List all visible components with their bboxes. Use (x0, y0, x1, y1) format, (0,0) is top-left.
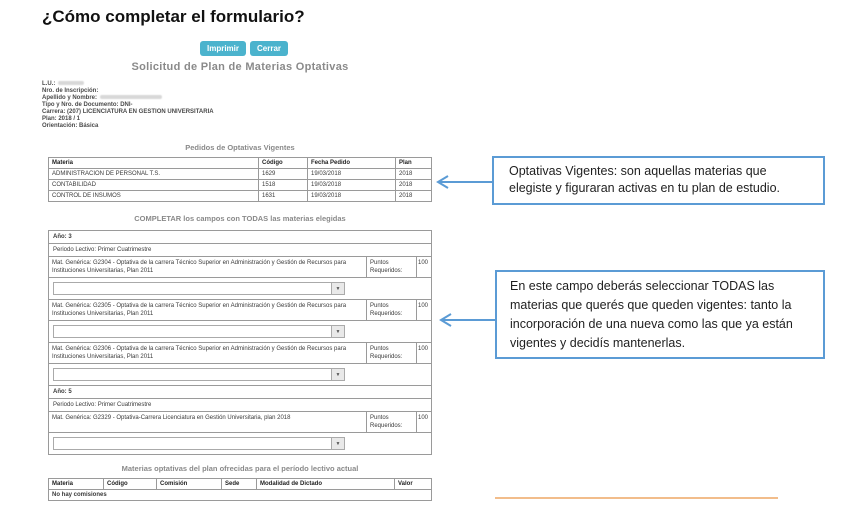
toolbar (48, 41, 440, 56)
pedidos-header-plan: Plan (396, 158, 432, 169)
pedidos-cell: 19/03/2018 (308, 180, 396, 191)
pedidos-cell: CONTROL DE INSUMOS (49, 191, 259, 202)
ofrecidas-empty-message: No hay comisiones (49, 490, 432, 501)
pedidos-row (49, 169, 432, 180)
materia-select[interactable] (53, 368, 345, 381)
callout-optativas-vigentes: Optativas Vigentes: son aquellas materias que elegiste y figuraran activas en tu plan de estudio. (492, 156, 825, 205)
ofrecidas-header-row (49, 479, 432, 490)
pedidos-header-codigo: Código (259, 158, 308, 169)
student-info-label: Plan: 2018 / 1 (42, 116, 81, 122)
ofrecidas-empty-row (49, 490, 432, 501)
pedidos-cell: 2018 (396, 191, 432, 202)
completar-heading: COMPLETAR los campos con TODAS las materias elegidas (134, 214, 346, 223)
pedidos-cell: 1629 (259, 169, 308, 180)
form-title: Solicitud de Plan de Materias Optativas (131, 61, 349, 73)
pedidos-cell: 2018 (396, 180, 432, 191)
pedidos-cell: CONTABILIDAD (49, 180, 259, 191)
pedidos-cell: 1631 (259, 191, 308, 202)
puntos-requeridos-label: Puntos Requeridos: (367, 257, 417, 278)
materia-select-cell (49, 278, 432, 300)
orange-callout-edge (495, 497, 778, 499)
materia-select-value (54, 438, 331, 449)
anio-row (49, 386, 432, 399)
materia-select-value (54, 369, 331, 380)
materia-generica-label: Mat. Genérica: G2306 - Optativa de la carrera Técnico Superior en Administración y Gestión de Recursos para Instituciones Universitarias, Plan 2011 (49, 343, 367, 364)
materia-row (49, 343, 432, 364)
completar-table-body (49, 231, 432, 455)
ofrecidas-header-codigo: Código (104, 479, 157, 490)
student-info-line (42, 102, 214, 109)
materia-row (49, 412, 432, 433)
puntos-requeridos-value: 100 (417, 343, 432, 364)
periodo-row (49, 244, 432, 257)
materia-select-cell (49, 321, 432, 343)
student-info-label: Apellido y Nombre: (42, 95, 98, 101)
imprimir-button[interactable]: Imprimir (200, 41, 246, 56)
pedidos-cell: 19/03/2018 (308, 169, 396, 180)
pedidos-table (48, 157, 432, 202)
redacted-value (100, 95, 162, 99)
periodo-label: Periodo Lectivo: Primer Cuatrimestre (49, 399, 432, 412)
chevron-down-icon[interactable]: ▼ (331, 283, 344, 294)
redacted-value (58, 81, 84, 85)
materia-generica-label: Mat. Genérica: G2305 - Optativa de la carrera Técnico Superior en Administración y Gestión de Recursos para Instituciones Universitarias, Plan 2011 (49, 300, 367, 321)
student-info-line (42, 116, 214, 123)
student-info-label: Nro. de Inscripción: (42, 88, 99, 94)
pedidos-heading: Pedidos de Optativas Vigentes (185, 143, 295, 152)
callout-seleccionar-todas: En este campo deberás seleccionar TODAS las materias que querés que queden vigentes: tanto la incorporación de una nueva como las que ya están vigentes y decidís mantenerlas. (495, 270, 825, 359)
chevron-down-icon[interactable]: ▼ (331, 326, 344, 337)
student-info (42, 81, 214, 130)
puntos-requeridos-value: 100 (417, 300, 432, 321)
materia-generica-label: Mat. Genérica: G2304 - Optativa de la carrera Técnico Superior en Administración y Gestión de Recursos para Instituciones Universitarias, Plan 2011 (49, 257, 367, 278)
puntos-requeridos-value: 100 (417, 412, 432, 433)
student-info-line (42, 81, 214, 88)
materia-generica-label: Mat. Genérica: G2329 - Optativa-Carrera Licenciatura en Gestión Universitaria, plan 2018 (49, 412, 367, 433)
student-info-label: Orientación: Básica (42, 123, 99, 129)
materia-select[interactable] (53, 325, 345, 338)
materia-select-row (49, 433, 432, 455)
puntos-requeridos-value: 100 (417, 257, 432, 278)
materia-select-row (49, 321, 432, 343)
pedidos-row (49, 180, 432, 191)
student-info-label: Tipo y Nro. de Documento: DNI- (42, 102, 133, 108)
cerrar-button[interactable]: Cerrar (250, 41, 288, 56)
puntos-requeridos-label: Puntos Requeridos: (367, 300, 417, 321)
pedidos-cell: 19/03/2018 (308, 191, 396, 202)
materia-select-row (49, 278, 432, 300)
student-info-line (42, 123, 214, 130)
ofrecidas-header-comision: Comisión (157, 479, 222, 490)
ofrecidas-header-valor: Valor (395, 479, 432, 490)
materia-select-cell (49, 364, 432, 386)
materia-select-row (49, 364, 432, 386)
materia-row (49, 300, 432, 321)
pedidos-header-fecha: Fecha Pedido (308, 158, 396, 169)
puntos-requeridos-label: Puntos Requeridos: (367, 343, 417, 364)
anio-row (49, 231, 432, 244)
student-info-line (42, 109, 214, 116)
ofrecidas-table (48, 478, 432, 501)
pedidos-cell: 1518 (259, 180, 308, 191)
student-info-label: L.U.: (42, 81, 56, 87)
completar-table (48, 230, 432, 455)
materia-select-value (54, 283, 331, 294)
chevron-down-icon[interactable]: ▼ (331, 438, 344, 449)
callout-arrow-icon (437, 312, 497, 328)
ofrecidas-header-materia: Materia (49, 479, 104, 490)
periodo-label: Periodo Lectivo: Primer Cuatrimestre (49, 244, 432, 257)
materia-select[interactable] (53, 282, 345, 295)
ofrecidas-header-modalidad: Modalidad de Dictado (257, 479, 395, 490)
student-info-label: Carrera: (207) LICENCIATURA EN GESTION UNIVERSITARIA (42, 109, 214, 115)
puntos-requeridos-label: Puntos Requeridos: (367, 412, 417, 433)
pedidos-cell: 2018 (396, 169, 432, 180)
student-info-line (42, 88, 214, 95)
ofrecidas-header-sede: Sede (222, 479, 257, 490)
anio-label: Año: 3 (49, 231, 432, 244)
periodo-row (49, 399, 432, 412)
pedidos-header-materia: Materia (49, 158, 259, 169)
materia-select-value (54, 326, 331, 337)
pedidos-row (49, 191, 432, 202)
materia-select[interactable] (53, 437, 345, 450)
chevron-down-icon[interactable]: ▼ (331, 369, 344, 380)
pedidos-header-row (49, 158, 432, 169)
page-title: ¿Cómo completar el formulario? (42, 7, 305, 26)
student-info-line (42, 95, 214, 102)
ofrecidas-heading: Materias optativas del plan ofrecidas para el período lectivo actual (121, 464, 359, 473)
pedidos-cell: ADMINISTRACION DE PERSONAL T.S. (49, 169, 259, 180)
materia-row (49, 257, 432, 278)
materia-select-cell (49, 433, 432, 455)
pedidos-table-body (49, 169, 432, 202)
anio-label: Año: 5 (49, 386, 432, 399)
callout-arrow-icon (434, 174, 494, 190)
